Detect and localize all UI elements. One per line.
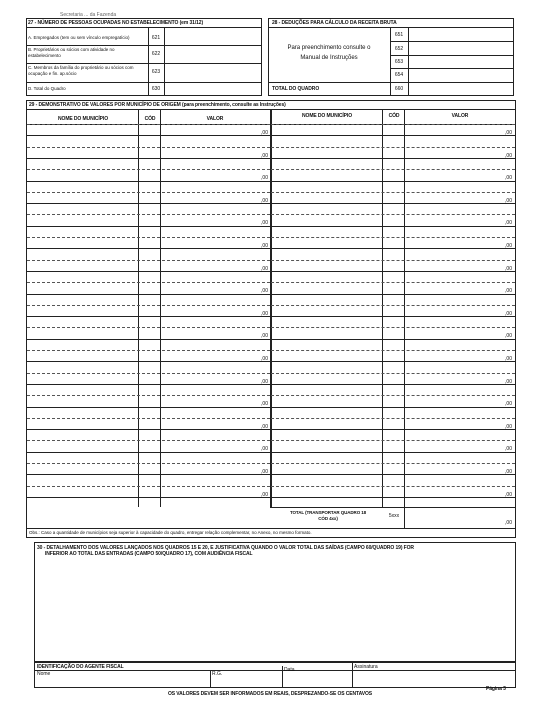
q27-row-a-value-field[interactable] <box>165 28 261 45</box>
footer-page: Página 3 <box>486 686 506 692</box>
q29-left-row-cents: ,00 <box>261 175 268 181</box>
q28-field-654[interactable] <box>409 69 513 82</box>
q29-right-row-cents: ,00 <box>505 198 512 204</box>
q28-code-653: 653 <box>394 59 404 65</box>
q29-right-row-cents: ,00 <box>505 153 512 159</box>
q29-right-valor-field[interactable] <box>405 441 514 461</box>
q29-right-row-cents: ,00 <box>505 356 512 362</box>
q29-total-label-line2: CÓD 4xx) <box>318 516 338 521</box>
q27-row-a-label: A. Empregados (tem ou sem vínculo empregatício) <box>28 35 130 40</box>
q29-col-municipio-left: NOME DO MUNICÍPIO <box>58 116 108 122</box>
q27-row-b-label: B. Proprietários ou sócios com atividade no estabelecimento <box>28 47 115 58</box>
q29-right-cod-field[interactable] <box>383 170 403 190</box>
q29-right-row-cents: ,00 <box>505 379 512 385</box>
q28-code-652: 652 <box>394 46 404 52</box>
q29-title: 29 - DEMONSTRATIVO DE VALORES POR MUNICÍPIO DE ORIGEM (para preenchimento, consulte as Instruções) <box>29 102 286 108</box>
q29-right-cod-field[interactable] <box>383 441 403 461</box>
agente-assinatura-label: Assinatura <box>354 664 378 670</box>
q29-left-municipio-field[interactable] <box>28 283 137 303</box>
q29-right-row-cents: ,00 <box>505 175 512 181</box>
q29-col-valor-right: VALOR <box>451 113 469 119</box>
q29-left-row-cents: ,00 <box>261 333 268 339</box>
q29-right-valor-field[interactable] <box>405 215 514 235</box>
agente-rg-label: R.G. <box>212 671 223 677</box>
q27-row-c-label: C. Membros da família do proprietário ou sócios com ocupação e fin. ap.sócio <box>28 65 134 76</box>
q29-left-municipio-field[interactable] <box>28 170 137 190</box>
q28-total-label: TOTAL DO QUADRO <box>272 86 320 92</box>
q29-left-row-cents: ,00 <box>261 288 268 294</box>
q29-right-row-cents: ,00 <box>505 243 512 249</box>
q29-left-municipio-field[interactable] <box>28 396 137 416</box>
q28-note-line1: Para preenchimento consulte o <box>287 45 371 51</box>
q29-right-valor-field[interactable] <box>405 170 514 190</box>
q28-code-651: 651 <box>394 32 404 38</box>
q27-row-a-code: 621 <box>151 35 161 41</box>
q28-total-code: 660 <box>394 86 404 92</box>
q29-right-row-cents: ,00 <box>505 288 512 294</box>
agente-data-field[interactable] <box>283 673 351 687</box>
q29-left-row-cents: ,00 <box>261 469 268 475</box>
q29-right-municipio-field[interactable] <box>272 283 381 303</box>
agente-rg-field[interactable] <box>211 677 281 687</box>
agente-title: IDENTIFICAÇÃO DO AGENTE FISCAL <box>37 664 124 670</box>
q29-right-valor-field[interactable] <box>405 283 514 303</box>
q28-title: 28 - DEDUÇÕES PARA CÁLCULO DA RECEITA BRUTA <box>272 20 397 26</box>
q29-left-cod-field[interactable] <box>139 215 159 235</box>
q29-right-cod-field[interactable] <box>383 328 403 348</box>
q29-left-cod-field[interactable] <box>139 170 159 190</box>
q28-code-654: 654 <box>394 72 404 78</box>
q29-left-valor-field[interactable] <box>161 328 269 348</box>
q29-left-valor-field[interactable] <box>161 170 269 190</box>
header-top: Secretaria ... da Fazenda <box>60 12 117 18</box>
q27-row-d-label: D. Total do Quadro <box>28 86 66 91</box>
q29-left-row-cents: ,00 <box>261 266 268 272</box>
q29-right-row-cents: ,00 <box>505 446 512 452</box>
q29-right-row-cents: ,00 <box>505 492 512 498</box>
q29-col-valor-left: VALOR <box>206 116 224 122</box>
q29-col-municipio-right: NOME DO MUNICÍPIO <box>302 113 352 119</box>
q29-right-row-cents: ,00 <box>505 220 512 226</box>
q30-title-line1: 30 - DETALHAMENTO DOS VALORES LANÇADOS NOS QUADROS 15 E 20, E JUSTIFICATIVA QUANDO O VALOR TOTAL DAS SAÍDAS (CAMPO 60/QUADRO 19) FOR <box>37 545 414 551</box>
q29-right-cod-field[interactable] <box>383 396 403 416</box>
q29-left-municipio-field[interactable] <box>28 328 137 348</box>
agente-data-label: Data <box>284 667 295 673</box>
q29-right-municipio-field[interactable] <box>272 441 381 461</box>
q29-left-row-cents: ,00 <box>261 153 268 159</box>
q29-right-row-cents: ,00 <box>505 469 512 475</box>
q27-row-c-code: 623 <box>151 69 161 75</box>
q29-left-cod-field[interactable] <box>139 441 159 461</box>
q28-field-651[interactable] <box>409 28 513 41</box>
q28-field-652[interactable] <box>409 42 513 55</box>
q29-left-valor-field[interactable] <box>161 215 269 235</box>
q29-right-municipio-field[interactable] <box>272 215 381 235</box>
q29-right-cod-field[interactable] <box>383 283 403 303</box>
q28-total-field[interactable] <box>409 83 513 96</box>
q29-right-valor-field[interactable] <box>405 328 514 348</box>
q28-note-line2: Manual de Instruções <box>300 55 358 61</box>
agente-nome-field[interactable] <box>35 677 209 687</box>
q29-total-label-line1: TOTAL (TRANSPORTAR QUADRO 18 <box>289 510 367 515</box>
q29-left-municipio-field[interactable] <box>28 441 137 461</box>
q29-obs: Obs.: Caso a quantidade de municípios seja superior à capacidade do quadro, entregar relação complementar, no Anexo, no mesmo formato. <box>29 530 312 535</box>
q29-right-row-cents: ,00 <box>505 424 512 430</box>
q29-right-row-cents: ,00 <box>505 266 512 272</box>
q29-right-row-cents: ,00 <box>505 311 512 317</box>
agente-assinatura-field[interactable] <box>353 670 515 687</box>
q27-row-d-value-field[interactable] <box>165 83 261 96</box>
q29-left-row-cents: ,00 <box>261 198 268 204</box>
q29-left-row-cents: ,00 <box>261 492 268 498</box>
q27-row-b-code: 622 <box>151 51 161 57</box>
q29-right-municipio-field[interactable] <box>272 328 381 348</box>
q29-left-row-cents: ,00 <box>261 243 268 249</box>
q29-left-valor-field[interactable] <box>161 283 269 303</box>
q27-title: 27 - NÚMERO DE PESSOAS OCUPADAS NO ESTABELECIMENTO (em 31/12) <box>28 20 204 26</box>
q29-left-row-cents: ,00 <box>261 401 268 407</box>
q30-text-area[interactable] <box>35 558 515 661</box>
q29-right-municipio-field[interactable] <box>272 170 381 190</box>
q27-row-d-code: 630 <box>151 86 161 92</box>
q29-right-row-cents: ,00 <box>505 333 512 339</box>
q29-left-cod-field[interactable] <box>139 328 159 348</box>
q29-left-valor-field[interactable] <box>161 441 269 461</box>
q29-total-code: 5xxx <box>388 513 400 519</box>
q29-col-cod-left: CÓD <box>144 116 156 122</box>
q28-field-653[interactable] <box>409 56 513 68</box>
q29-left-row-cents: ,00 <box>261 379 268 385</box>
q27-row-c-value-field[interactable] <box>165 64 261 82</box>
q29-left-row-cents: ,00 <box>261 130 268 136</box>
q30-title-line2: INFERIOR AO TOTAL DAS ENTRADAS (CAMPO 50/QUADRO 17), COM AUDIÊNCIA FISCAL <box>45 551 253 557</box>
agente-nome-label: Nome <box>37 671 51 677</box>
q29-right-municipio-field[interactable] <box>272 396 381 416</box>
q29-left-row-cents: ,00 <box>261 356 268 362</box>
q29-left-row-cents: ,00 <box>261 311 268 317</box>
q29-col-cod-right: CÓD <box>388 113 400 119</box>
q29-left-row-cents: ,00 <box>261 220 268 226</box>
q29-right-cod-field[interactable] <box>383 215 403 235</box>
q29-right-row-cents: ,00 <box>505 401 512 407</box>
q29-total-cents: ,00 <box>505 520 512 526</box>
q29-left-row-cents: ,00 <box>261 424 268 430</box>
q29-right-row-cents: ,00 <box>505 130 512 136</box>
q29-left-cod-field[interactable] <box>139 396 159 416</box>
q29-left-municipio-field[interactable] <box>28 215 137 235</box>
q29-left-cod-field[interactable] <box>139 283 159 303</box>
q29-left-valor-field[interactable] <box>161 396 269 416</box>
footer-note: OS VALORES DEVEM SER INFORMADOS EM REAIS, DESPREZANDO-SE OS CENTAVOS <box>167 691 373 697</box>
q29-right-valor-field[interactable] <box>405 396 514 416</box>
q29-left-row-cents: ,00 <box>261 446 268 452</box>
q27-row-b-value-field[interactable] <box>165 46 261 63</box>
